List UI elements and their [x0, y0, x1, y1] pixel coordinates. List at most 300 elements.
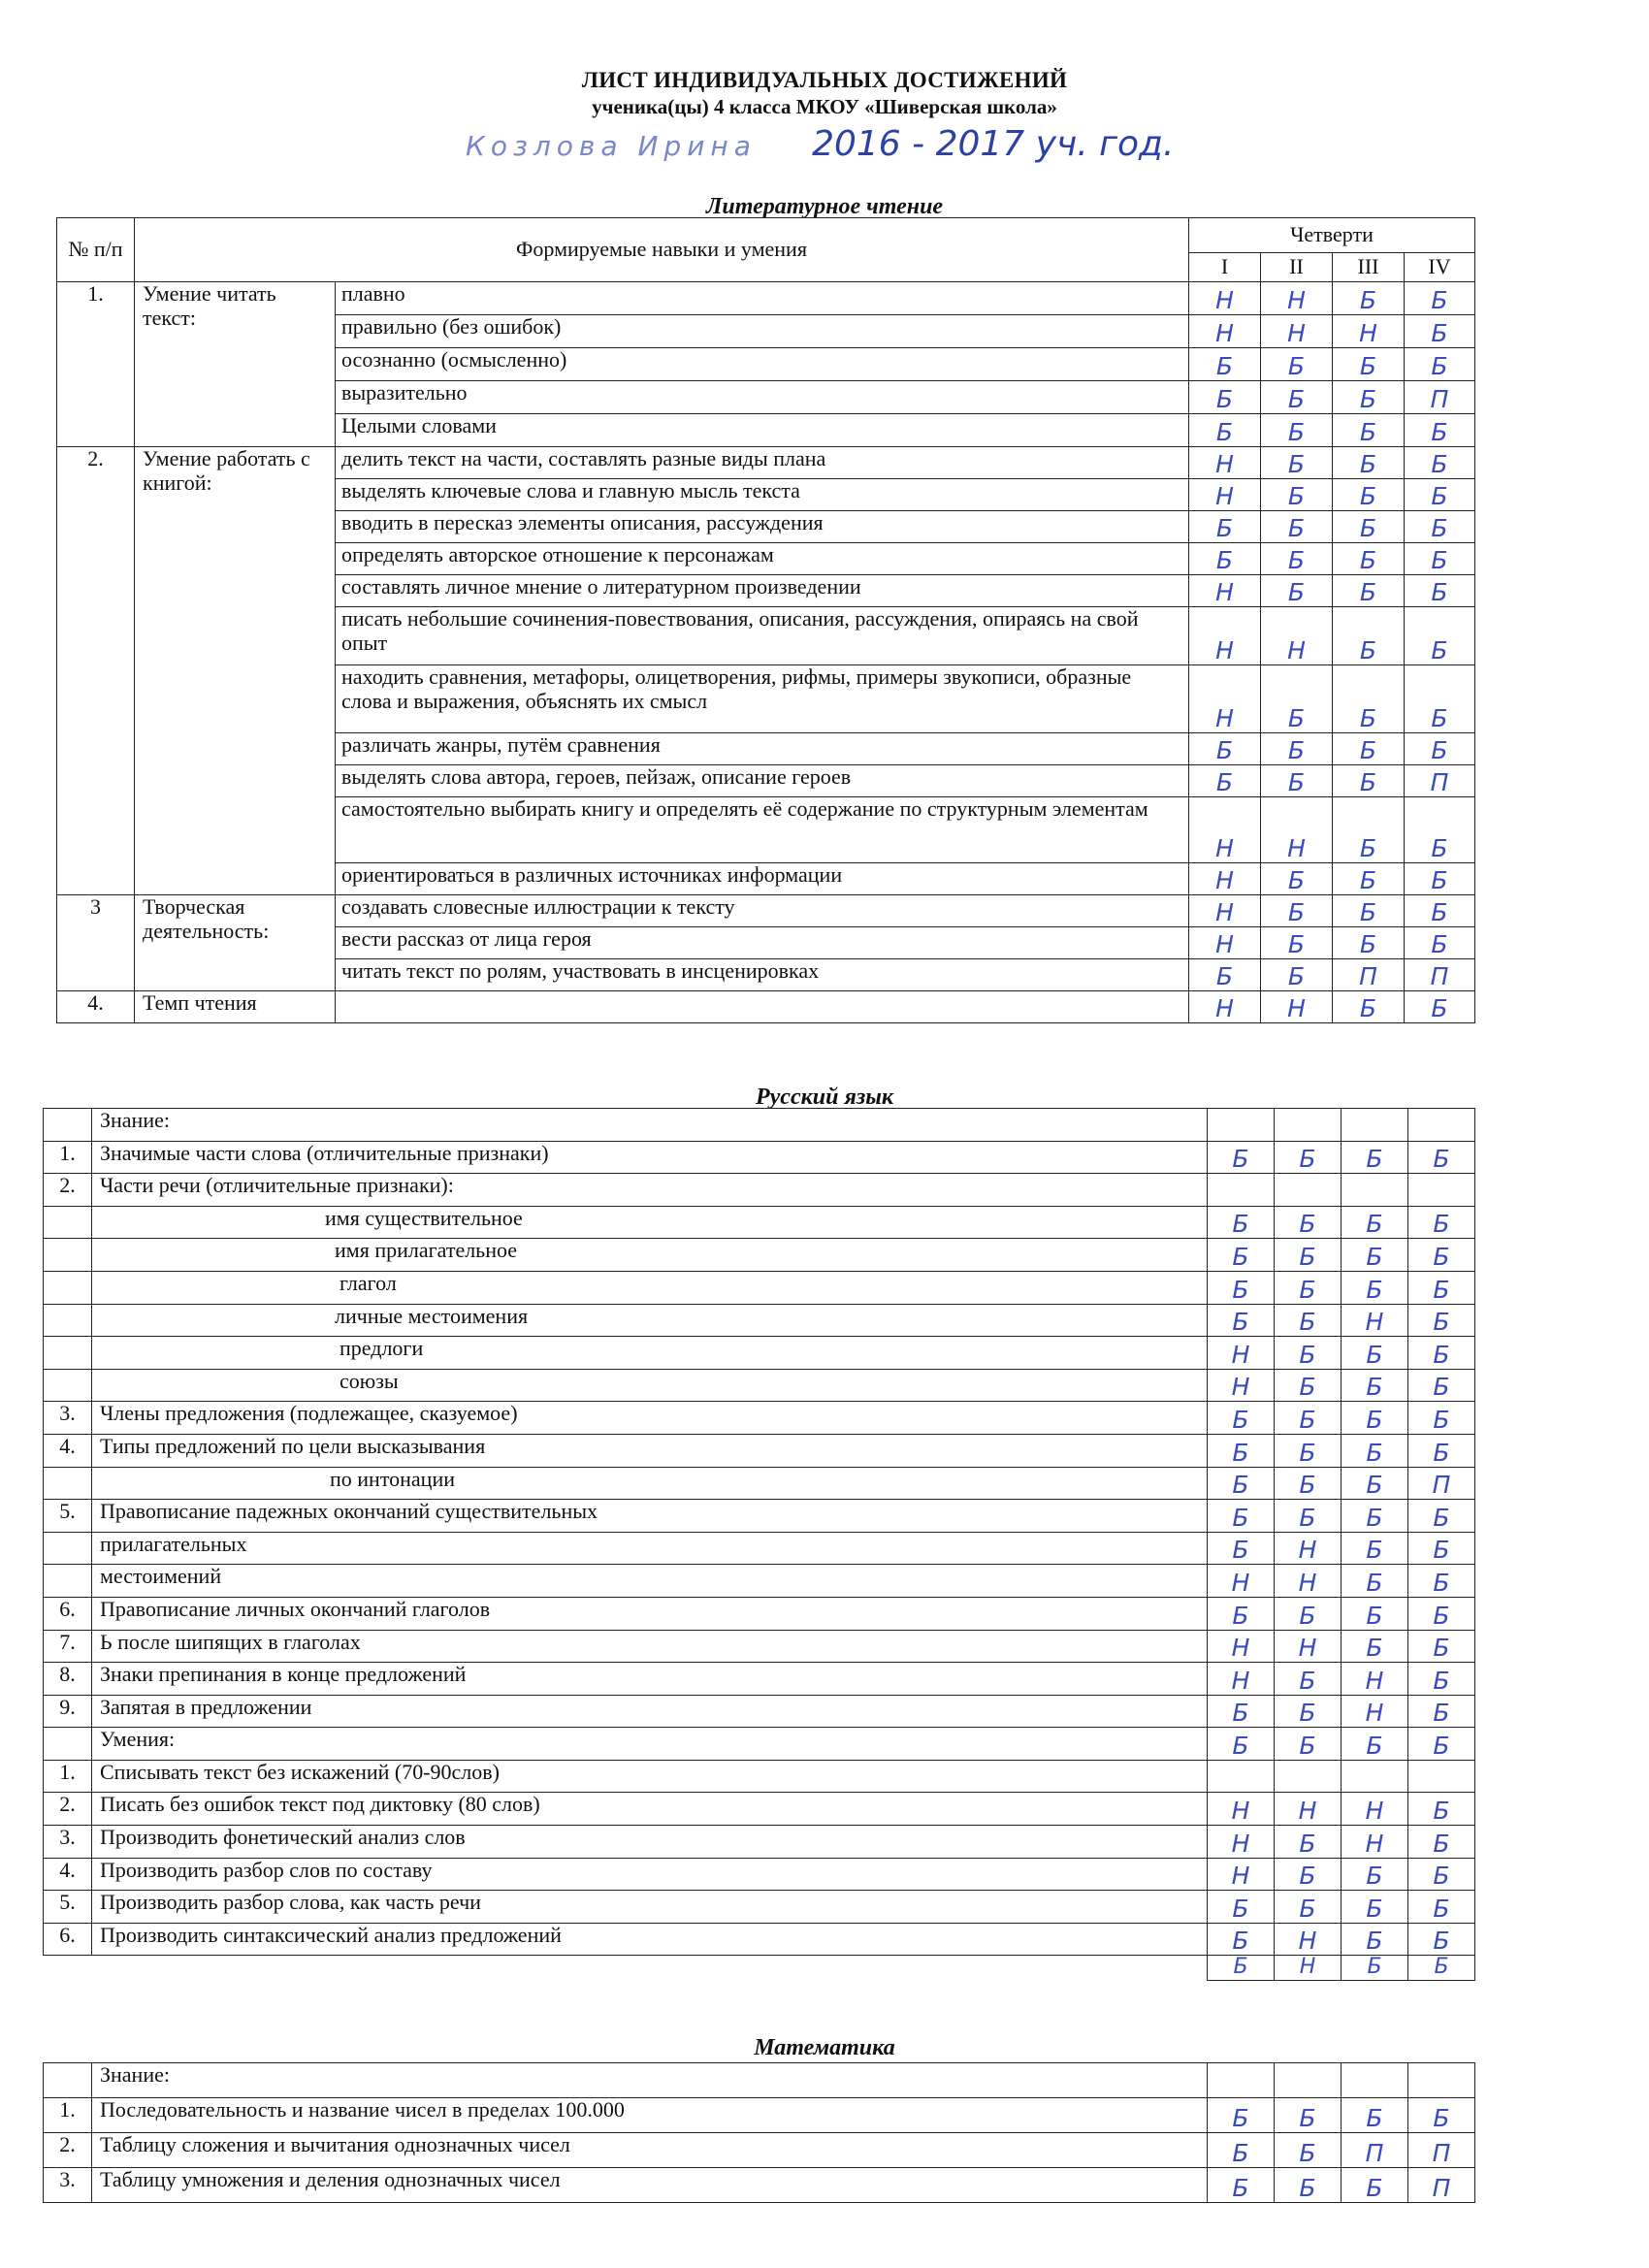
quarter-mark: Б — [1405, 665, 1475, 733]
quarter-mark: Н — [1189, 479, 1261, 511]
row-text: имя прилагательное — [92, 1239, 1208, 1272]
quarter-mark: Б — [1408, 1239, 1475, 1272]
table-row — [44, 1956, 1475, 1981]
row-number: 3. — [44, 2168, 92, 2203]
quarter-mark: Н — [1189, 315, 1261, 348]
table-row — [44, 1858, 1475, 1891]
quarter-mark: Б — [1333, 348, 1405, 381]
table-row — [44, 1565, 1475, 1598]
row-number — [44, 1239, 92, 1272]
quarter-mark: Н — [1342, 1826, 1408, 1859]
quarter-mark: Б — [1342, 1206, 1408, 1239]
quarter-mark: Б — [1275, 2098, 1342, 2133]
group-number: 2. — [57, 447, 135, 895]
quarter-mark: Б — [1261, 895, 1333, 927]
row-text: Производить разбор слова, как часть речи — [92, 1891, 1208, 1924]
quarter-mark: Н — [1208, 1565, 1275, 1598]
row-number: 8. — [44, 1663, 92, 1696]
group-number: 1. — [57, 282, 135, 447]
row-text: Ь после шипящих в глаголах — [92, 1630, 1208, 1663]
row-number — [44, 1728, 92, 1761]
student-name: Козлова Ирина — [466, 130, 757, 162]
literature-table — [56, 217, 1475, 1023]
table-row — [44, 1500, 1475, 1533]
quarter-mark: Б — [1405, 511, 1475, 543]
quarter-mark: Б — [1408, 1695, 1475, 1728]
quarter-mark: Б — [1405, 282, 1475, 315]
table-row — [44, 1141, 1475, 1174]
quarter-mark: Н — [1208, 1858, 1275, 1891]
quarter-mark: Н — [1189, 927, 1261, 959]
quarter-mark: Б — [1261, 927, 1333, 959]
quarter-mark: П — [1405, 381, 1475, 414]
quarter-mark: Н — [1208, 1337, 1275, 1370]
row-number: 1. — [44, 2098, 92, 2133]
quarter-mark — [1408, 1174, 1475, 1207]
table-row — [44, 1891, 1475, 1924]
quarter-mark: Б — [1405, 991, 1475, 1023]
quarter-mark: Б — [1342, 1891, 1408, 1924]
quarter-mark: Б — [1208, 1597, 1275, 1630]
quarter-mark: Б — [1408, 1956, 1475, 1981]
quarter-mark: Б — [1208, 1532, 1275, 1565]
quarter-mark: Б — [1189, 381, 1261, 414]
quarter-mark: Б — [1333, 927, 1405, 959]
quarter-mark: Б — [1275, 1826, 1342, 1859]
quarter-mark: Н — [1342, 1663, 1408, 1696]
quarter-mark: Б — [1333, 991, 1405, 1023]
header-quarter-1: I — [1189, 253, 1261, 282]
row-number — [44, 1337, 92, 1370]
section-title-russian: Русский язык — [755, 1085, 894, 1110]
row-number: 6. — [44, 1597, 92, 1630]
row-text: Правописание падежных окончаний существительных — [92, 1500, 1208, 1533]
quarter-mark: Н — [1333, 315, 1405, 348]
quarter-mark: Б — [1405, 543, 1475, 575]
quarter-mark: Н — [1342, 1793, 1408, 1826]
row-text: Правописание личных окончаний глаголов — [92, 1597, 1208, 1630]
row-number — [44, 1109, 92, 1142]
quarter-mark: Н — [1261, 991, 1333, 1023]
row-text: Таблицу сложения и вычитания однозначных чисел — [92, 2133, 1208, 2168]
row-text: имя существительное — [92, 1206, 1208, 1239]
quarter-mark: Б — [1408, 1826, 1475, 1859]
row-text: Таблицу умножения и деления однозначных чисел — [92, 2168, 1208, 2203]
quarter-mark: Б — [1261, 447, 1333, 479]
quarter-mark: Б — [1405, 895, 1475, 927]
quarter-mark: Б — [1342, 1923, 1408, 1956]
row-text: Списывать текст без искажений (70-90слов) — [92, 1760, 1208, 1793]
row-text: Производить синтаксический анализ предложений — [92, 1923, 1208, 1956]
quarter-mark: Б — [1333, 479, 1405, 511]
quarter-mark: Б — [1261, 575, 1333, 607]
quarter-mark: Н — [1275, 1630, 1342, 1663]
quarter-mark: Б — [1275, 1891, 1342, 1924]
header-number: № п/п — [57, 218, 135, 282]
quarter-mark: Б — [1333, 447, 1405, 479]
quarter-mark: Б — [1405, 863, 1475, 895]
quarter-mark: Б — [1333, 511, 1405, 543]
table-row — [44, 1304, 1475, 1337]
row-text: Писать без ошибок текст под диктовку (80 слов) — [92, 1793, 1208, 1826]
skill-text: различать жанры, путём сравнения — [336, 733, 1189, 765]
row-number: 2. — [44, 1174, 92, 1207]
row-number: 3. — [44, 1402, 92, 1435]
quarter-mark: Б — [1275, 1434, 1342, 1467]
row-number — [44, 1206, 92, 1239]
header-quarter-3: III — [1333, 253, 1405, 282]
row-text: Последовательность и название чисел в пределах 100.000 — [92, 2098, 1208, 2133]
quarter-mark: Б — [1261, 348, 1333, 381]
table-row — [44, 1467, 1475, 1500]
quarter-mark: Б — [1261, 414, 1333, 447]
table-row — [44, 2063, 1475, 2098]
quarter-mark: Н — [1189, 447, 1261, 479]
quarter-mark: Б — [1275, 1141, 1342, 1174]
quarter-mark — [1408, 1109, 1475, 1142]
row-number: 2. — [44, 1793, 92, 1826]
quarter-mark: Б — [1208, 1271, 1275, 1304]
quarter-mark: Б — [1333, 863, 1405, 895]
quarter-mark — [1208, 1109, 1275, 1142]
quarter-mark — [1408, 2063, 1475, 2098]
table-row — [44, 1109, 1475, 1142]
skill-text: самостоятельно выбирать книгу и определять её содержание по структурным элементам — [336, 797, 1189, 863]
quarter-mark: Б — [1405, 927, 1475, 959]
quarter-mark: Б — [1342, 1597, 1408, 1630]
quarter-mark: Н — [1208, 1663, 1275, 1696]
quarter-mark: Н — [1189, 863, 1261, 895]
quarter-mark: Б — [1333, 895, 1405, 927]
quarter-mark: Б — [1408, 1402, 1475, 1435]
quarter-mark: Б — [1408, 1565, 1475, 1598]
row-number: 4. — [44, 1858, 92, 1891]
quarter-mark: Н — [1342, 1695, 1408, 1728]
quarter-mark: Б — [1408, 1793, 1475, 1826]
table-row — [44, 1728, 1475, 1761]
quarter-mark: Б — [1408, 1728, 1475, 1761]
quarter-mark: Б — [1208, 2098, 1275, 2133]
table-row — [44, 1923, 1475, 1956]
quarter-mark: Н — [1342, 1304, 1408, 1337]
quarter-mark: П — [1408, 1467, 1475, 1500]
quarter-mark — [1408, 1760, 1475, 1793]
quarter-mark — [1208, 2063, 1275, 2098]
section-title-literature: Литературное чтение — [705, 194, 944, 219]
quarter-mark: Б — [1408, 1630, 1475, 1663]
row-number: 5. — [44, 1500, 92, 1533]
quarter-mark: Б — [1261, 543, 1333, 575]
row-text: Производить разбор слов по составу — [92, 1858, 1208, 1891]
row-text: предлоги — [92, 1337, 1208, 1370]
quarter-mark: Б — [1405, 575, 1475, 607]
quarter-mark: Б — [1261, 765, 1333, 797]
quarter-mark: Б — [1275, 1402, 1342, 1435]
quarter-mark: Б — [1408, 1663, 1475, 1696]
quarter-mark: Н — [1275, 1923, 1342, 1956]
quarter-mark: Б — [1342, 1402, 1408, 1435]
quarter-mark — [1208, 1760, 1275, 1793]
quarter-mark — [1275, 1760, 1342, 1793]
section-title-math: Математика — [754, 2035, 895, 2060]
quarter-mark: Б — [1408, 1271, 1475, 1304]
quarter-mark: Б — [1408, 1337, 1475, 1370]
table-row — [44, 1532, 1475, 1565]
skill-text: писать небольшие сочинения-повествования, описания, рассуждения, опираясь на свой опыт — [336, 607, 1189, 665]
row-number: 2. — [44, 2133, 92, 2168]
quarter-mark: Б — [1333, 282, 1405, 315]
quarter-mark: Б — [1333, 665, 1405, 733]
table-row — [44, 1793, 1475, 1826]
skill-row — [57, 895, 1475, 927]
quarter-mark: Б — [1208, 1304, 1275, 1337]
quarter-mark: Б — [1208, 1467, 1275, 1500]
quarter-mark: Н — [1208, 1826, 1275, 1859]
table-row — [44, 1337, 1475, 1370]
quarter-mark: П — [1405, 959, 1475, 991]
skill-text: ориентироваться в различных источниках информации — [336, 863, 1189, 895]
skill-text: выделять слова автора, героев, пейзаж, описание героев — [336, 765, 1189, 797]
quarter-mark: Б — [1208, 2168, 1275, 2203]
table-row — [44, 1239, 1475, 1272]
quarter-mark: Б — [1275, 1206, 1342, 1239]
quarter-mark: Б — [1408, 2098, 1475, 2133]
table-row — [44, 1206, 1475, 1239]
quarter-mark: Н — [1261, 282, 1333, 315]
group-number: 4. — [57, 991, 135, 1023]
quarter-mark: Б — [1408, 1369, 1475, 1402]
quarter-mark: Б — [1189, 511, 1261, 543]
quarter-mark: Б — [1208, 1434, 1275, 1467]
quarter-mark: Б — [1342, 1467, 1408, 1500]
quarter-mark: Б — [1342, 1271, 1408, 1304]
quarter-mark: Б — [1189, 733, 1261, 765]
skill-text: вести рассказ от лица героя — [336, 927, 1189, 959]
row-text: Запятая в предложении — [92, 1695, 1208, 1728]
quarter-mark: Б — [1275, 1597, 1342, 1630]
skill-row — [57, 282, 1475, 315]
skill-text: плавно — [336, 282, 1189, 315]
quarter-mark: Б — [1405, 733, 1475, 765]
quarter-mark: Б — [1261, 959, 1333, 991]
quarter-mark: Б — [1408, 1923, 1475, 1956]
quarter-mark: Б — [1333, 414, 1405, 447]
quarter-mark: Н — [1189, 797, 1261, 863]
quarter-mark: Б — [1333, 797, 1405, 863]
skill-text: создавать словесные иллюстрации к тексту — [336, 895, 1189, 927]
quarter-mark: Б — [1208, 2133, 1275, 2168]
skill-text — [336, 991, 1189, 1023]
group-name: Творческая деятельность: — [135, 895, 336, 991]
skill-text: читать текст по ролям, участвовать в инсценировках — [336, 959, 1189, 991]
row-number: 1. — [44, 1141, 92, 1174]
quarter-mark: Б — [1342, 1858, 1408, 1891]
quarter-mark — [1208, 1174, 1275, 1207]
quarter-mark: Б — [1208, 1891, 1275, 1924]
quarter-mark: Б — [1342, 1728, 1408, 1761]
quarter-mark: Б — [1333, 543, 1405, 575]
quarter-mark: Б — [1208, 1239, 1275, 1272]
quarter-mark: Н — [1189, 607, 1261, 665]
quarter-mark: Б — [1208, 1206, 1275, 1239]
quarter-mark: Б — [1342, 1500, 1408, 1533]
header-quarter-4: IV — [1405, 253, 1475, 282]
row-text: Части речи (отличительные признаки): — [92, 1174, 1208, 1207]
quarter-mark: Б — [1275, 1337, 1342, 1370]
skill-text: находить сравнения, метафоры, олицетворения, рифмы, примеры звукописи, образные слова и выражения, объяснять их смысл — [336, 665, 1189, 733]
group-name: Умение читать текст: — [135, 282, 336, 447]
quarter-mark: Б — [1333, 733, 1405, 765]
table-row — [44, 1434, 1475, 1467]
quarter-mark: Б — [1408, 1434, 1475, 1467]
quarter-mark — [1275, 2063, 1342, 2098]
quarter-mark: Б — [1261, 479, 1333, 511]
quarter-mark: Б — [1275, 2133, 1342, 2168]
quarter-mark: Б — [1405, 447, 1475, 479]
quarter-mark — [1342, 2063, 1408, 2098]
quarter-mark: Б — [1333, 607, 1405, 665]
quarter-mark — [1342, 1109, 1408, 1142]
header-quarter-2: II — [1261, 253, 1333, 282]
skill-text: вводить в пересказ элементы описания, рассуждения — [336, 511, 1189, 543]
quarter-mark: Н — [1275, 1793, 1342, 1826]
row-number: 9. — [44, 1695, 92, 1728]
quarter-mark: Б — [1261, 665, 1333, 733]
row-number: 5. — [44, 1891, 92, 1924]
quarter-mark: Н — [1189, 895, 1261, 927]
quarter-mark: Б — [1189, 414, 1261, 447]
quarter-mark: Б — [1342, 1369, 1408, 1402]
quarter-mark — [1342, 1760, 1408, 1793]
quarter-mark: П — [1333, 959, 1405, 991]
row-text: прилагательных — [92, 1532, 1208, 1565]
quarter-mark: Б — [1275, 1500, 1342, 1533]
russian-table — [43, 1108, 1475, 1981]
quarter-mark: Б — [1405, 797, 1475, 863]
quarter-mark: Б — [1275, 1467, 1342, 1500]
quarter-mark: Б — [1208, 1141, 1275, 1174]
skill-text: осознанно (осмысленно) — [336, 348, 1189, 381]
quarter-mark: Б — [1342, 1532, 1408, 1565]
row-number: 1. — [44, 1760, 92, 1793]
quarter-mark: Б — [1333, 765, 1405, 797]
quarter-mark: Н — [1261, 797, 1333, 863]
row-text: Производить фонетический анализ слов — [92, 1826, 1208, 1859]
quarter-mark: Н — [1208, 1793, 1275, 1826]
row-text: местоимений — [92, 1565, 1208, 1598]
quarter-mark: Б — [1405, 348, 1475, 381]
quarter-mark: Н — [1208, 1369, 1275, 1402]
quarter-mark: Б — [1275, 1271, 1342, 1304]
quarter-mark: Б — [1342, 1630, 1408, 1663]
group-number: 3 — [57, 895, 135, 991]
row-text: Значимые части слова (отличительные признаки) — [92, 1141, 1208, 1174]
quarter-mark: Б — [1342, 1565, 1408, 1598]
row-text: Знание: — [92, 2063, 1208, 2098]
quarter-mark: Б — [1408, 1597, 1475, 1630]
row-text: Знаки препинания в конце предложений — [92, 1663, 1208, 1696]
table-row — [44, 1663, 1475, 1696]
header-skills: Формируемые навыки и умения — [135, 218, 1189, 282]
quarter-mark: Б — [1208, 1728, 1275, 1761]
quarter-mark: Б — [1275, 1663, 1342, 1696]
skill-text: делить текст на части, составлять разные виды плана — [336, 447, 1189, 479]
document-title: ЛИСТ ИНДИВИДУАЛЬНЫХ ДОСТИЖЕНИЙ — [581, 68, 1068, 92]
row-text: Умения: — [92, 1728, 1208, 1761]
quarter-mark: Б — [1208, 1956, 1275, 1981]
group-name: Умение работать с книгой: — [135, 447, 336, 895]
quarter-mark: Н — [1261, 607, 1333, 665]
row-number: 6. — [44, 1923, 92, 1956]
quarter-mark: Б — [1208, 1402, 1275, 1435]
table-row — [44, 2133, 1475, 2168]
row-number: 4. — [44, 1434, 92, 1467]
row-text: глагол — [92, 1271, 1208, 1304]
quarter-mark: Н — [1208, 1630, 1275, 1663]
quarter-mark: Б — [1208, 1695, 1275, 1728]
quarter-mark: Б — [1405, 607, 1475, 665]
quarter-mark: Б — [1275, 1304, 1342, 1337]
quarter-mark: Б — [1208, 1923, 1275, 1956]
skill-text: Целыми словами — [336, 414, 1189, 447]
quarter-mark: Б — [1333, 575, 1405, 607]
math-table — [43, 2062, 1475, 2203]
quarter-mark: Б — [1342, 1141, 1408, 1174]
quarter-mark: Б — [1208, 1500, 1275, 1533]
skill-text: правильно (без ошибок) — [336, 315, 1189, 348]
quarter-mark: Б — [1275, 1858, 1342, 1891]
skill-text: выделять ключевые слова и главную мысль текста — [336, 479, 1189, 511]
skill-row — [57, 991, 1475, 1023]
quarter-mark: Б — [1261, 863, 1333, 895]
row-number — [44, 1369, 92, 1402]
table-row — [44, 1402, 1475, 1435]
quarter-mark: П — [1408, 2133, 1475, 2168]
quarter-mark: Н — [1275, 1956, 1342, 1981]
row-number — [44, 1304, 92, 1337]
quarter-mark: Б — [1261, 733, 1333, 765]
quarter-mark — [1275, 1109, 1342, 1142]
row-text: союзы — [92, 1369, 1208, 1402]
header-quarters: Четверти — [1189, 218, 1475, 253]
quarter-mark: Б — [1261, 511, 1333, 543]
row-text: личные местоимения — [92, 1304, 1208, 1337]
quarter-mark: Б — [1342, 1337, 1408, 1370]
handwritten-line — [466, 124, 1319, 164]
quarter-mark: Б — [1189, 765, 1261, 797]
quarter-mark: Б — [1405, 315, 1475, 348]
quarter-mark: Б — [1189, 348, 1261, 381]
quarter-mark: Б — [1408, 1304, 1475, 1337]
document-subtitle: ученика(цы) 4 класса МКОУ «Шиверская школа» — [592, 95, 1057, 118]
quarter-mark: Б — [1189, 543, 1261, 575]
table-row — [44, 1760, 1475, 1793]
quarter-mark: П — [1405, 765, 1475, 797]
table-row — [44, 1271, 1475, 1304]
row-number: 7. — [44, 1630, 92, 1663]
table-row — [44, 1174, 1475, 1207]
skill-text: выразительно — [336, 381, 1189, 414]
row-text: Типы предложений по цели высказывания — [92, 1434, 1208, 1467]
row-number — [44, 1467, 92, 1500]
quarter-mark: Б — [1275, 2168, 1342, 2203]
quarter-mark: Н — [1275, 1532, 1342, 1565]
quarter-mark: Б — [1275, 1728, 1342, 1761]
quarter-mark: Н — [1189, 991, 1261, 1023]
skill-text: составлять личное мнение о литературном произведении — [336, 575, 1189, 607]
quarter-mark: Б — [1342, 2168, 1408, 2203]
quarter-mark: П — [1342, 2133, 1408, 2168]
